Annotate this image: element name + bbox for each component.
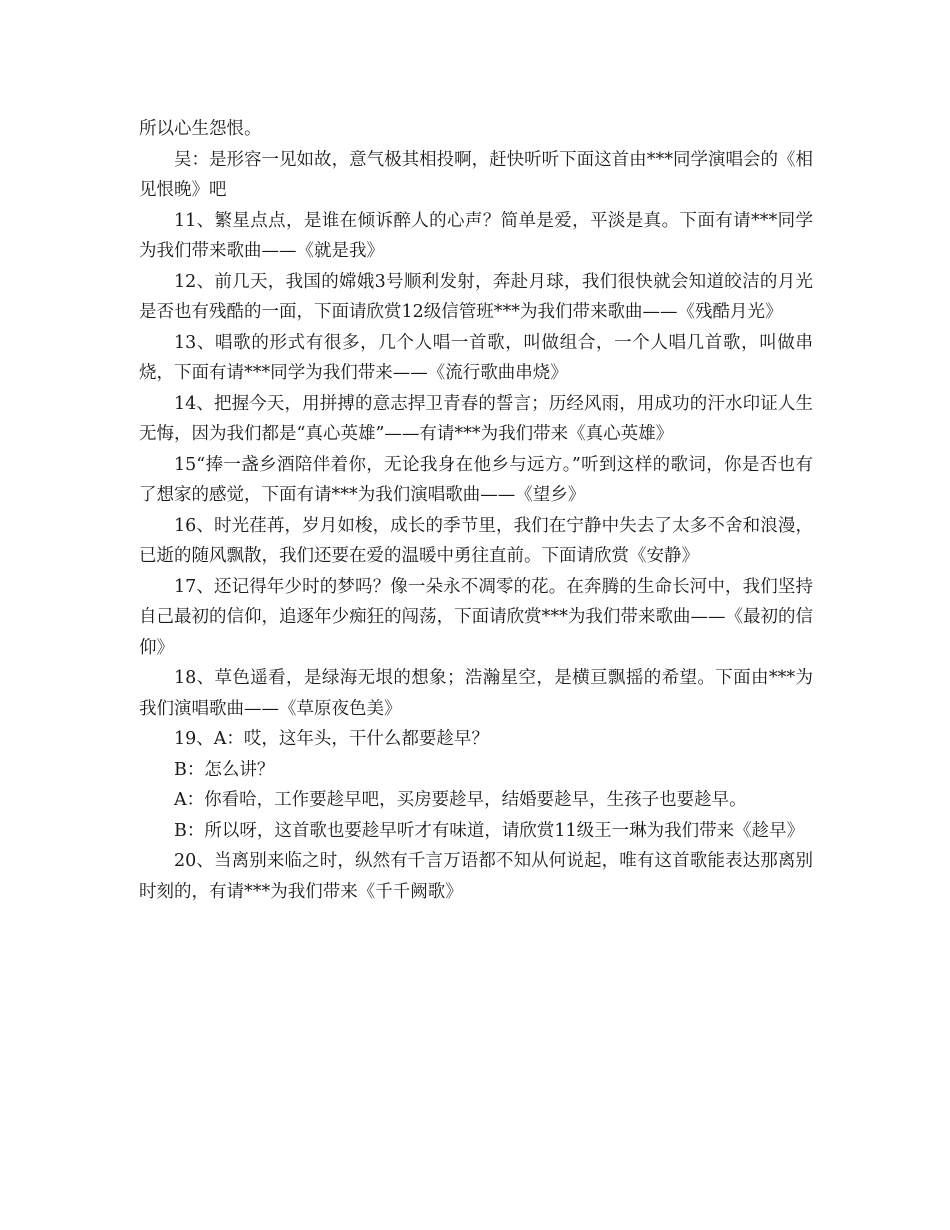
paragraph-13: A：你看哈，工作要趁早吧，买房要趁早，结婚要趁早，生孩子也要趁早。 <box>174 790 747 810</box>
paragraph-12: B：怎么讲？ <box>174 759 275 780</box>
paragraph-2: 吴：是形容一见如故，意气极其相投啊，赶快听听下面这首由***同学演唱会的《相见恨晚》吧 <box>139 149 813 200</box>
paragraph-10: 18、草色遥看，是绿海无垠的想象；浩瀚星空，是横亘飘摇的希望。下面由***为我们演唱歌曲——《草原夜色美》 <box>139 668 813 719</box>
paragraph-4: 12、前几天，我国的嫦娥3号顺利发射，奔赴月球，我们很快就会知道皎洁的月光是否也有残酷的一面，下面请欣赏12级信管班***为我们带来歌曲——《残酷月光》 <box>139 271 813 322</box>
paragraph-1: 所以心生怨恨。 <box>139 119 262 139</box>
paragraph-11: 19、A：哎，这年头，干什么都要趁早？ <box>174 729 489 749</box>
paragraph-7: 15“捧一盏乡酒陪伴着你，无论我身在他乡与远方。”听到这样的歌词，你是否也有了想家的感觉，下面有请***为我们演唱歌曲——《望乡》 <box>139 454 813 505</box>
paragraph-3: 11、繁星点点，是谁在倾诉醉人的心声？简单是爱，平淡是真。下面有请***同学为我们带来歌曲——《就是我》 <box>139 210 813 261</box>
paragraph-9: 17、还记得年少时的梦吗？像一朵永不凋零的花。在奔腾的生命长河中，我们坚持自己最初的信仰，追逐年少痴狂的闯荡，下面请欣赏***为我们带来歌曲——《最初的信仰》 <box>139 576 813 658</box>
document-body <box>139 114 813 907</box>
paragraph-15: 20、当离别来临之时，纵然有千言万语都不知从何说起，唯有这首歌能表达那离别时刻的，有请***为我们带来《千千阙歌》 <box>139 851 813 902</box>
paragraph-5: 13、唱歌的形式有很多，几个人唱一首歌，叫做组合，一个人唱几首歌，叫做串烧，下面有请***同学为我们带来——《流行歌曲串烧》 <box>139 332 813 383</box>
paragraph-14: B：所以呀，这首歌也要趁早听才有味道，请欣赏11级王一琳为我们带来《趁早》 <box>174 820 805 841</box>
paragraph-8: 16、时光荏苒，岁月如梭，成长的季节里，我们在宁静中失去了太多不舍和浪漫，已逝的随风飘散，我们还要在爱的温暖中勇往直前。下面请欣赏《安静》 <box>139 515 813 566</box>
paragraph-6: 14、把握今天，用拼搏的意志捍卫青春的誓言；历经风雨，用成功的汗水印证人生无悔，因为我们都是“真心英雄”——有请***为我们带来《真心英雄》 <box>139 393 813 444</box>
